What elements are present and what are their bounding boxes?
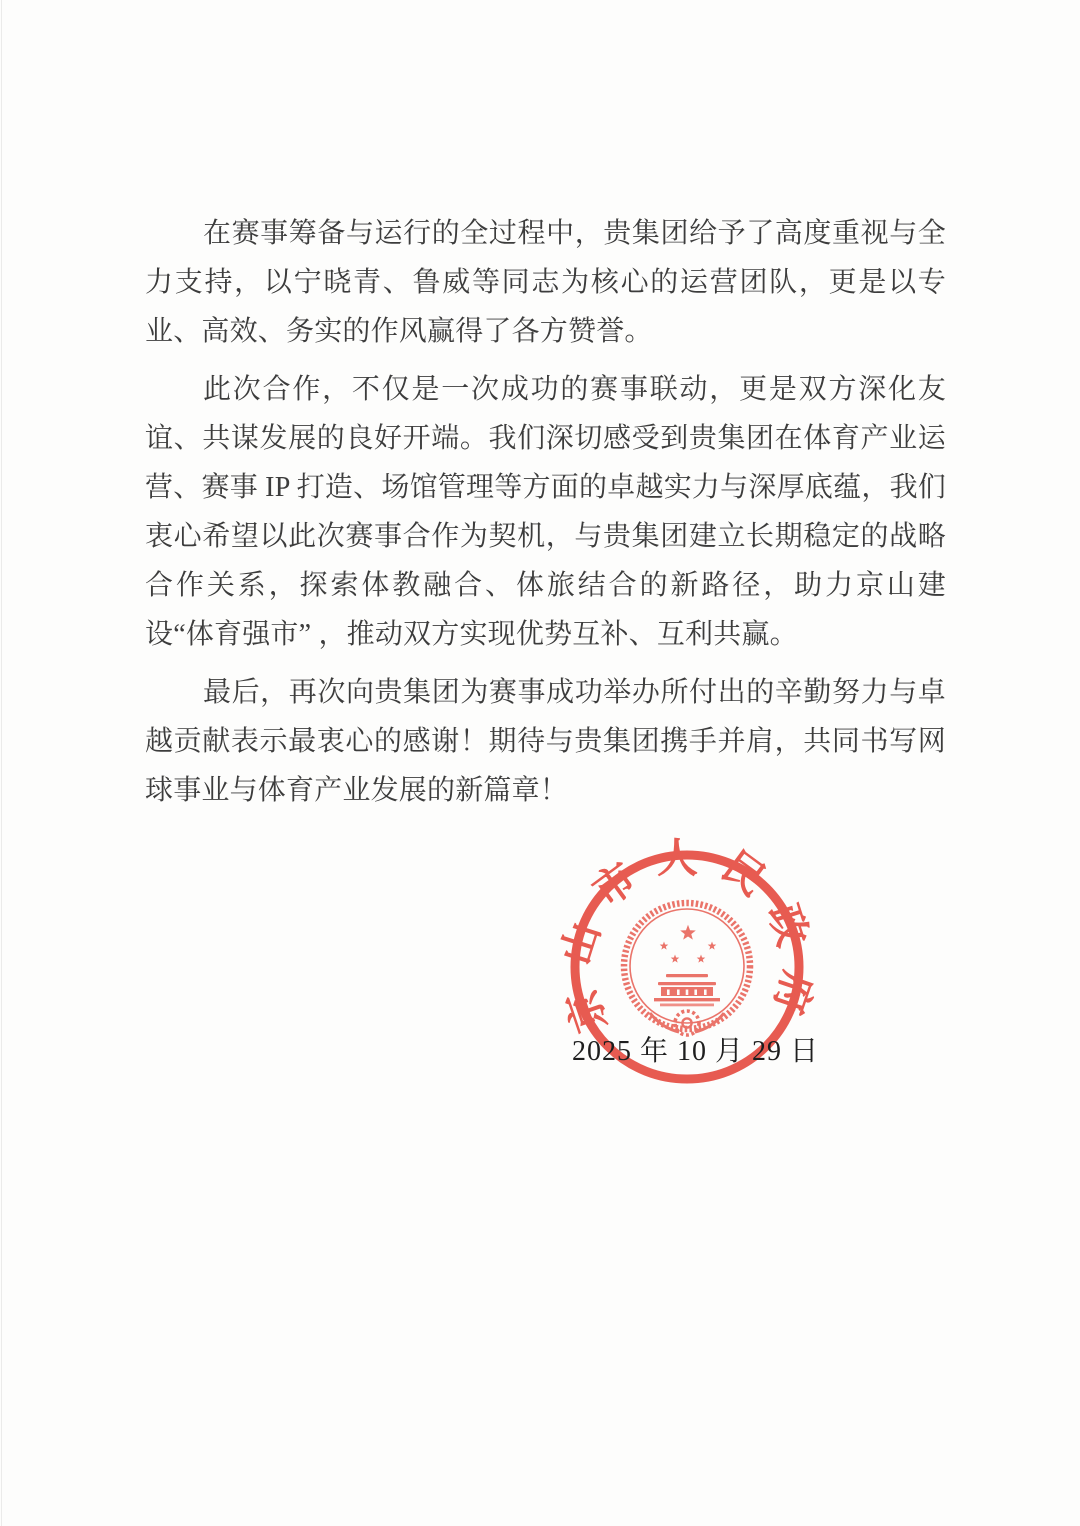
paragraph-2: 此次合作，不仅是一次成功的赛事联动，更是双方深化友谊、共谋发展的良好开端。我们深切感受到贵集团在体育产业运营、赛事 IP 打造、场馆管理等方面的卓越实力与深厚底蕴，我们衷心希望以此次赛事合作为契机，与贵集团建立长期稳定的战略合作关系，探索体教融合、体旅结合的新路径，助力京山建设“体育强市” ，推动双方实现优势互补、互利共赢。 [145,374,946,650]
seal-arc-text: 京山市人民政府 [552,834,822,1038]
paragraph-1: 在赛事筹备与运行的全过程中，贵集团给予了高度重视与全力支持，以宁晓青、鲁威等同志为核心的运营团队，更是以专业、高效、务实的作风赢得了各方赞誉。 [145,218,946,347]
tiananmen-icon [654,974,720,1006]
letter-date: 2025 年 10 月 29 日 [572,1036,820,1067]
letter-body [145,209,946,815]
national-emblem-icon [624,903,750,1035]
paragraph-3: 最后，再次向贵集团为赛事成功举办所付出的辛勤努力与卓越贡献表示最衷心的感谢！期待与贵集团携手并肩，共同书写网球事业与体育产业发展的新篇章！ [145,677,946,806]
scan-edge-artifact [1,0,2,1526]
